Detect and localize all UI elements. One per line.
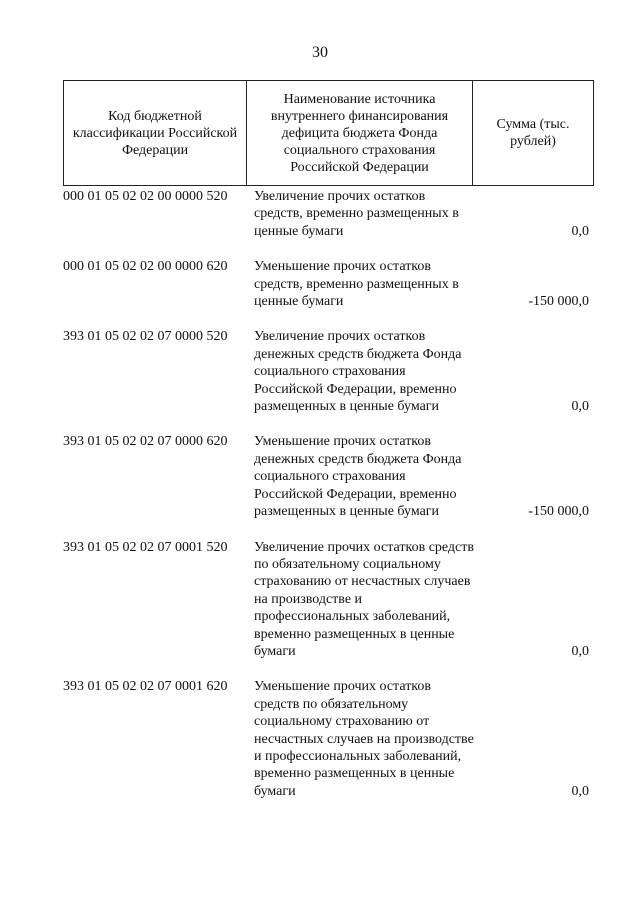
row-amount-value: 0,0: [571, 643, 589, 659]
table-row: [63, 328, 593, 415]
header-sum: [473, 81, 594, 186]
row-code: 393 01 05 02 02 07 0001 620: [63, 679, 228, 695]
header-name: [247, 81, 473, 186]
page-number: 30: [312, 44, 328, 61]
row-amount-value: 0,0: [571, 399, 589, 415]
row-amount: [476, 678, 593, 800]
row-name: Уменьшение прочих остатков средств, временно размещенных в ценные бумаги: [254, 259, 459, 310]
header-row: [64, 81, 594, 186]
row-amount: [476, 188, 593, 240]
row-name: Увеличение прочих остатков средств по обязательному социальному страхованию от несчастных случаев на производстве и профессиональных заболеваний, временно размещенных в ценные бумаги: [254, 539, 475, 659]
row-amount-value: 0,0: [571, 223, 589, 239]
row-name: Увеличение прочих остатков денежных средств бюджета Фонда социального страхования Российской Федерации, временно размещенных в ценные бумаги: [254, 329, 462, 415]
table-row: [63, 433, 593, 520]
row-code: 393 01 05 02 02 07 0000 620: [63, 434, 228, 450]
table-row: [63, 188, 593, 240]
table-row: [63, 678, 593, 800]
table-row: [63, 539, 593, 661]
row-name: Уменьшение прочих остатков средств по обязательному социальному страхованию от несчастных случаев на производстве и профессиональных заболеваний, временно размещенных в ценные бумаги: [254, 679, 474, 799]
row-amount-value: -150 000,0: [528, 504, 589, 520]
row-code: 000 01 05 02 02 00 0000 520: [63, 189, 228, 204]
row-name: Уменьшение прочих остатков денежных средств бюджета Фонда социального страхования Российской Федерации, временно размещенных в ценные бумаги: [254, 434, 462, 520]
row-amount: [476, 539, 593, 661]
row-amount: [476, 433, 593, 520]
row-code: 000 01 05 02 02 00 0000 620: [63, 259, 228, 275]
header-code-text: Код бюджетной классификации Российской Федерации: [72, 108, 238, 158]
header-name-text: Наименование источника внутреннего финансирования дефицита бюджета Фонда социального страхования Российской Федерации: [270, 91, 449, 175]
row-amount: [476, 258, 593, 310]
row-amount-value: 0,0: [571, 783, 589, 799]
row-code: 393 01 05 02 02 07 0001 520: [63, 539, 228, 555]
row-amount: [476, 328, 593, 415]
header-sum-text: Сумма (тыс. рублей): [496, 117, 570, 149]
row-amount-value: -150 000,0: [528, 294, 589, 310]
row-name: Увеличение прочих остатков средств, временно размещенных в ценные бумаги: [254, 189, 459, 239]
row-code: 393 01 05 02 02 07 0000 520: [63, 329, 228, 345]
header-code: [64, 81, 247, 186]
table-body: [63, 188, 593, 818]
budget-table-header: [63, 80, 594, 186]
table-row: [63, 258, 593, 310]
